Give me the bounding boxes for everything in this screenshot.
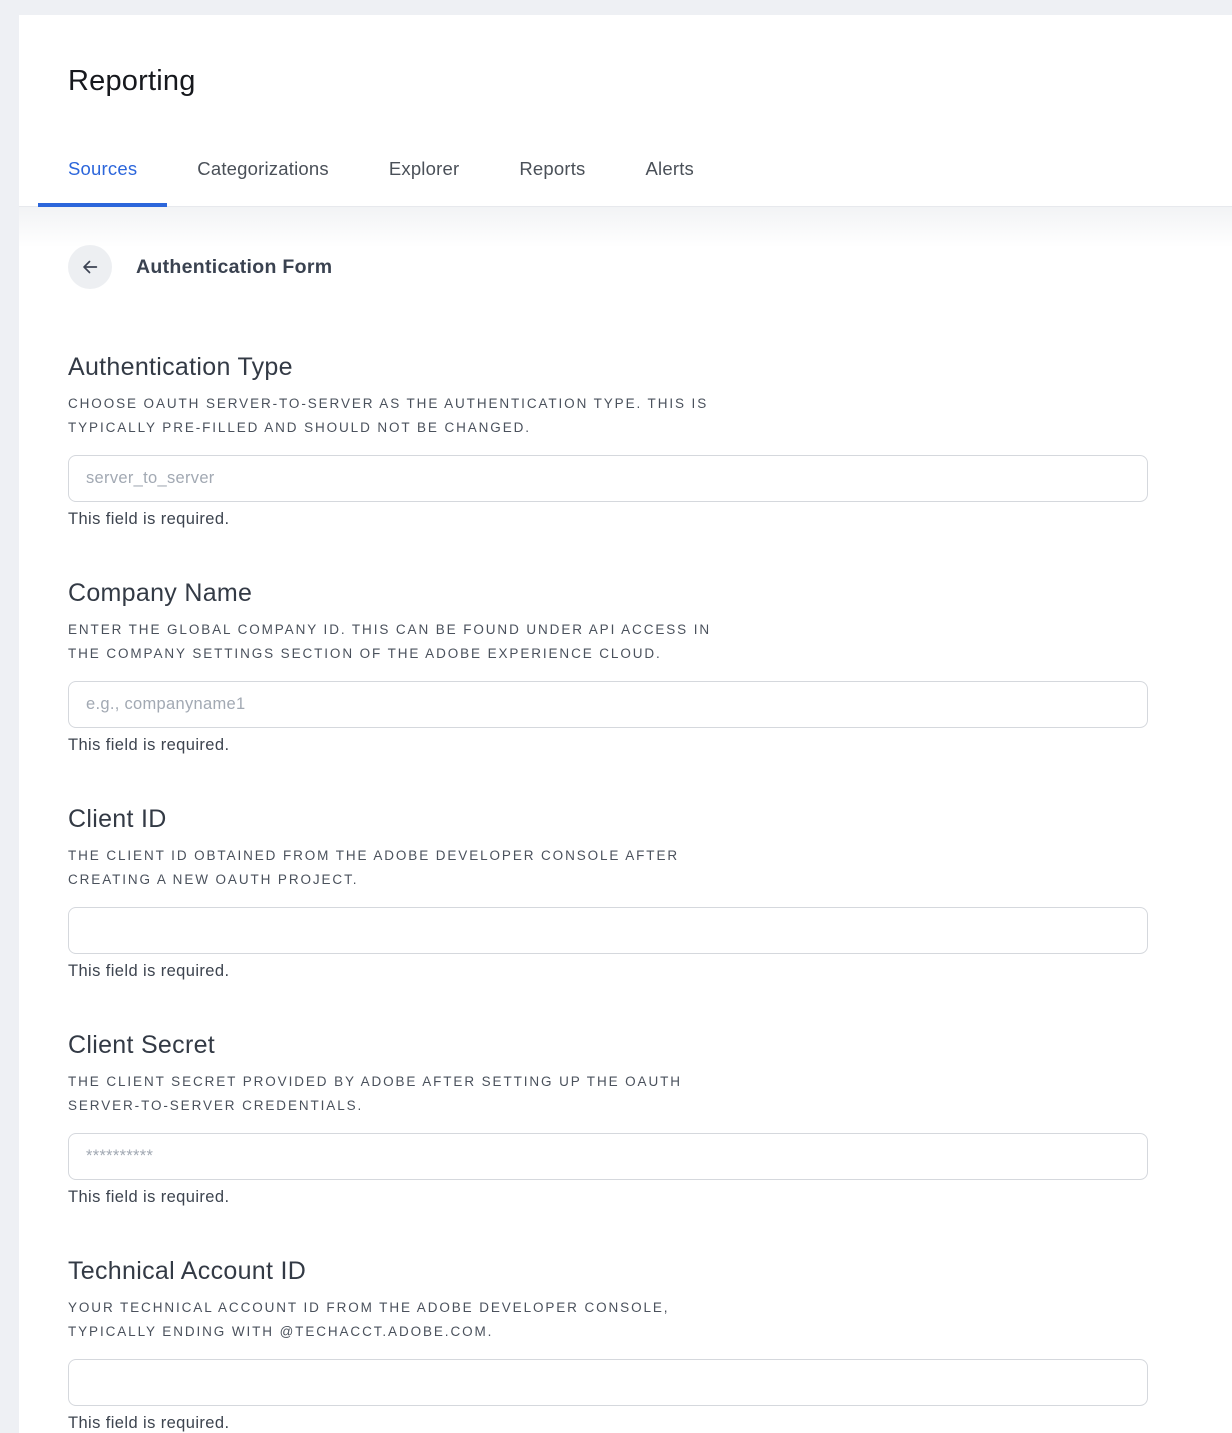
field-client-secret <box>68 1030 1148 1207</box>
field-description <box>68 1296 1148 1344</box>
tab-alerts[interactable]: Alerts <box>616 144 725 207</box>
content-area <box>19 245 1232 1433</box>
page-header <box>19 15 1232 207</box>
validation-message: This field is required. <box>68 510 230 528</box>
field-description-line: TYPICALLY PRE-FILLED AND SHOULD NOT BE CHANGED. <box>68 420 531 435</box>
field-title: Client ID <box>68 805 167 833</box>
client-id-input[interactable] <box>68 907 1148 954</box>
tab-categorizations[interactable]: Categorizations <box>167 144 359 207</box>
validation-message: This field is required. <box>68 736 230 754</box>
tab-reports[interactable]: Reports <box>489 144 615 207</box>
field-technical-account-id <box>68 1256 1148 1433</box>
field-description-line: SERVER-TO-SERVER CREDENTIALS. <box>68 1098 364 1113</box>
field-description-line: THE CLIENT ID OBTAINED FROM THE ADOBE DEVELOPER CONSOLE AFTER <box>68 848 679 863</box>
tab-explorer[interactable]: Explorer <box>359 144 490 207</box>
form-title: Authentication Form <box>136 255 333 278</box>
authentication-form <box>68 352 1148 1433</box>
validation-message: This field is required. <box>68 1188 230 1206</box>
tab-bar <box>38 144 1232 206</box>
arrow-left-icon <box>79 256 101 278</box>
validation-message: This field is required. <box>68 962 230 980</box>
field-description-line: CREATING A NEW OAUTH PROJECT. <box>68 872 359 887</box>
company-name-input[interactable] <box>68 681 1148 728</box>
validation-message: This field is required. <box>68 1414 230 1432</box>
field-description-line: TYPICALLY ENDING WITH @TECHACCT.ADOBE.COM. <box>68 1324 494 1339</box>
field-company-name <box>68 578 1148 755</box>
field-title: Client Secret <box>68 1031 216 1059</box>
field-description <box>68 1070 1148 1118</box>
field-title: Authentication Type <box>68 353 293 381</box>
authentication-type-input[interactable] <box>68 455 1148 502</box>
field-description <box>68 392 1148 440</box>
header-shadow <box>19 207 1232 255</box>
field-description-line: THE COMPANY SETTINGS SECTION OF THE ADOBE EXPERIENCE CLOUD. <box>68 646 662 661</box>
field-description-line: THE CLIENT SECRET PROVIDED BY ADOBE AFTER SETTING UP THE OAUTH <box>68 1074 682 1089</box>
field-description-line: CHOOSE OAUTH SERVER-TO-SERVER AS THE AUTHENTICATION TYPE. THIS IS <box>68 396 709 411</box>
main-sheet <box>19 15 1232 1433</box>
field-description-line: YOUR TECHNICAL ACCOUNT ID FROM THE ADOBE DEVELOPER CONSOLE, <box>68 1300 670 1315</box>
tab-sources[interactable]: Sources <box>38 144 167 207</box>
field-description <box>68 618 1148 666</box>
page-title: Reporting <box>68 65 196 97</box>
field-description-line: ENTER THE GLOBAL COMPANY ID. THIS CAN BE FOUND UNDER API ACCESS IN <box>68 622 712 637</box>
technical-account-id-input[interactable] <box>68 1359 1148 1406</box>
field-authentication-type <box>68 352 1148 529</box>
client-secret-input[interactable] <box>68 1133 1148 1180</box>
field-client-id <box>68 804 1148 981</box>
field-description <box>68 844 1148 892</box>
field-title: Technical Account ID <box>68 1257 307 1285</box>
field-title: Company Name <box>68 579 253 607</box>
